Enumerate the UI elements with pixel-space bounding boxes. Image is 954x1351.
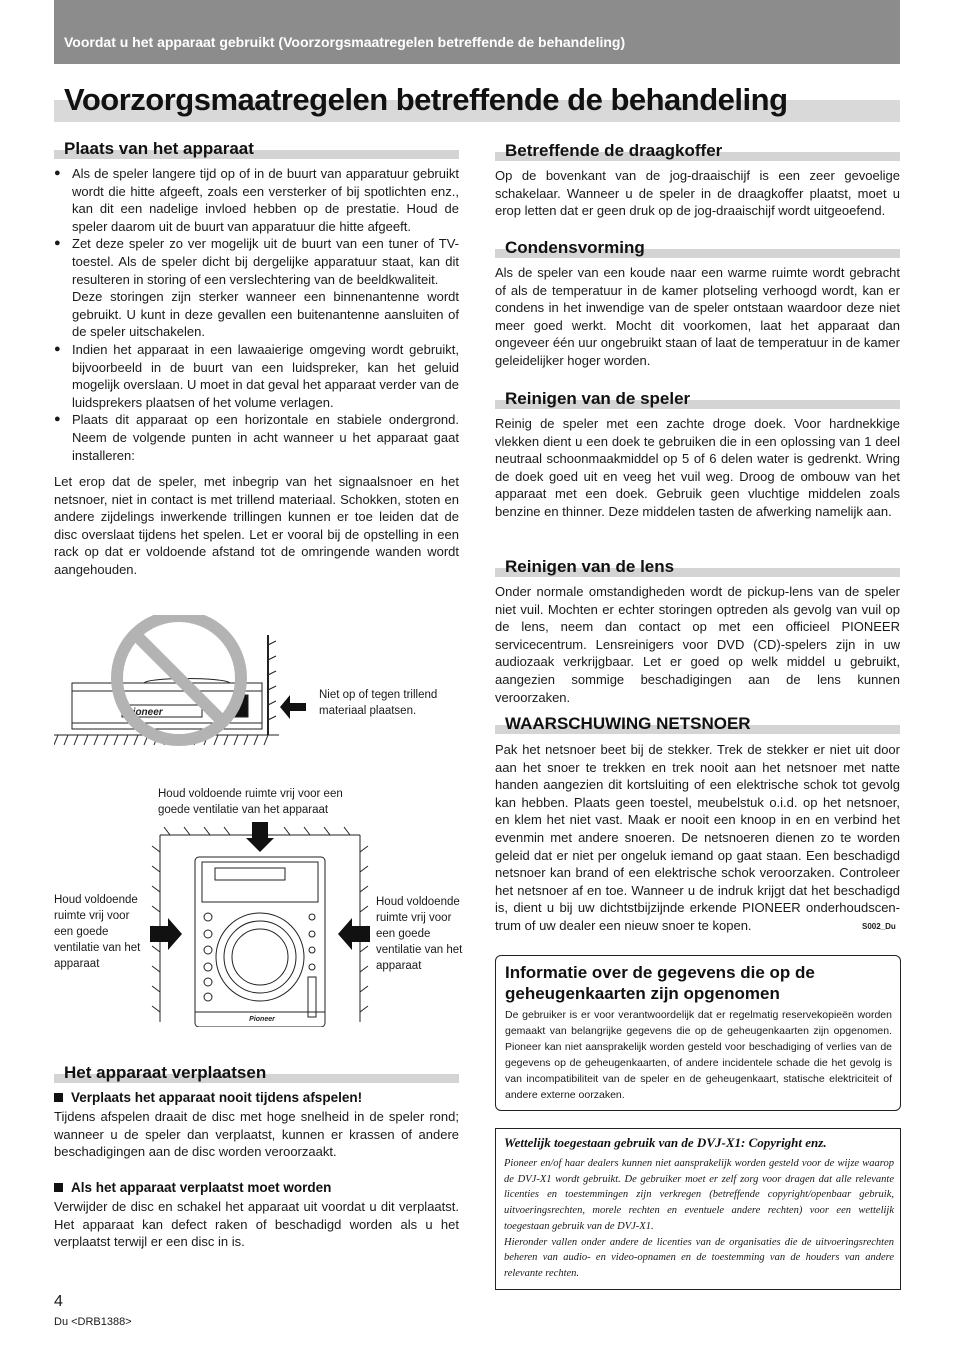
copyright-heading: Wettelijk toegestaan gebruik van de DVJ-X1: Copyright enz. <box>504 1135 827 1150</box>
copyright-box <box>495 1128 901 1290</box>
arrow-down-icon <box>246 822 274 852</box>
arrow-right-icon <box>150 918 182 950</box>
vibration-figure <box>54 615 324 755</box>
copyright-text: Pioneer en/of haar dealers kunnen niet aansprakelijk worden gesteld voor de wijze waarop de DVJ-X1 wordt gebruikt. De gebruiker moet er zelf zorg voor dragen dat alle relevante licenties en toestemmingen zijn verkregen (betreffende copyright/openbaar gebruik, uitvoeringsrechten, morele rechten en eventuele andere rechten) voor een wettelijk toegestaan gebruik van de DVJ-X1. Hieronder vallen onder andere de licenties van de organisaties die de uitvoeringsrechten beheren van audio- en video-opnamen en de toestemming van de houders van andere relevante rechten. <box>504 1158 894 1279</box>
figure2-right-caption: Houd voldoende ruimte vrij voor een goede ventilatie van het apparaat <box>376 896 463 972</box>
section-heading-warning: WAARSCHUWING NETSNOER <box>495 714 900 738</box>
header-text: Voordat u het apparaat gebruikt (Voorzorgsmaatregelen betreffende de behandeling) <box>64 34 626 50</box>
section-heading-cleaning: Reinigen van de speler <box>495 389 900 413</box>
bullet-surface: ● Plaats dit apparaat op een horizontale en stabiele ondergrond. Neem de volgende punten in acht wanneer u het apparaat gaat installeren: <box>54 411 459 464</box>
doc-code: Du <DRB1388> <box>54 1316 132 1328</box>
memory-card-box <box>495 955 901 1111</box>
section-heading-case: Betreffende de draagkoffer <box>495 141 900 165</box>
arrow-left-icon-2 <box>338 918 370 950</box>
bullet-antenna-note: Deze storingen zijn sterker wanneer een binnenantenne wordt gebruikt. U kunt in deze gevallen een buitenantenne aansluiten of de speler uitschakelen. <box>72 289 459 340</box>
section-heading-lens: Reinigen van de lens <box>495 557 900 581</box>
pioneer-logo: Pioneer <box>126 707 163 718</box>
section-heading-placement: Plaats van het apparaat <box>54 139 459 163</box>
bullet-heat: ● Als de speler langere tijd op of in de buurt van apparatuur gebruikt wordt die hitte afgeeft, zoals een versterker of bij spotlichten enz., kan dit een nadelige invloed hebben op de prestatie. Houd de speler daarom uit de buurt van apparatuur die hitte afgeeft. <box>54 165 459 235</box>
section-heading-condensation: Condensvorming <box>495 238 900 262</box>
cleaning-text: Reinig de speler met een zachte droge doek. Voor hardnekkige vlekken dient u een doek te gebruiken die in een oplossing van 1 deel neutraal schoonmaakmiddel op 5 of 6 delen water is gedrenkt. Wring de doek goed uit en veeg het vuil weg. Droog de ombouw van het apparaat met een doek. Gebruik geen vluchtige middelen zoals benzine en thinner. Deze middelen tasten de afwerking namelijk aan. <box>495 416 900 519</box>
moving-subheading-2: Als het apparaat verplaatst moet worden <box>54 1180 331 1195</box>
vibration-paragraph: Let erop dat de speler, met inbegrip van het signaalsnoer en het netsnoer, niet in contact is met trillend materiaal. Schokken, stoten en andere zijdelings inwerkende trillingen kunnen er toe leiden dat de disc overslaat tijdens het spelen. Let er vooral bij de opstelling in een rack op dat er voldoende afstand tot de omringende wanden wordt aangehouden. <box>54 474 459 578</box>
lens-text: Onder normale omstandigheden wordt de pickup-lens van de speler niet vuil. Mochten er echter storingen optreden als gevolg van vuil op de lens, neem dan contact op met een officieel PIONEER servicecentrum. Lensreinigers voor DVD (CD)-spelers zijn in uw audiozaak verkrijgbaar. Let er goed op welk middel u gebruikt, aangezien sommige beschadigingen aan de lens kunnen veroorzaken. <box>495 584 900 705</box>
page-title: Voorzorgsmaatregelen betreffende de behandeling <box>64 82 788 117</box>
figure2-top-caption: Houd voldoende ruimte vrij voor een goede ventilatie van het apparaat <box>158 788 343 816</box>
warning-code: S002_Du <box>862 922 896 931</box>
figure1-caption: Niet op of tegen trillend materiaal plaatsen. <box>319 689 438 717</box>
ventilation-figure <box>150 822 370 1027</box>
moving-subheading-1: Verplaats het apparaat nooit tijdens afspelen! <box>54 1090 362 1105</box>
placement-text <box>54 165 459 579</box>
memory-card-heading: Informatie over de gegevens die op de geheugenkaarten zijn opgenomen <box>505 963 815 1003</box>
bullet-noise: ● Indien het apparaat in een lawaaierige omgeving wordt gebruikt, bijvoorbeeld in de buurt van een luidspreker, kan het geluid mogelijk overslaan. U moet in dat geval het apparaat verder van de luidsprekers plaatsen of het volume verlagen. <box>54 341 459 411</box>
memory-card-text: De gebruiker is er voor verantwoordelijk dat er regelmatig reservekopieën worden gemaakt van belangrijke gegevens die op de geheugenkaarten zijn opgenomen. Pioneer kan niet aansprakelijk worden gesteld voor beschadiging of verlies van de gegevens op de geheugenkaarten, of andere incidentele schade die het gevolg is van incompatibiliteit van de speler en de geheugenkaart, statische elektriciteit of andere externe oorzaken. <box>505 1009 892 1101</box>
moving-text-1: Tijdens afspelen draait de disc met hoge snelheid in de speler rond; wanneer u de speler dan verplaatst, kunnen er krassen of andere beschadigingen aan de disc worden veroorzaakt. <box>54 1109 459 1160</box>
page-number: 4 <box>54 1293 63 1310</box>
bullet-tuner: ● Zet deze speler zo ver mogelijk uit de buurt van een tuner of TV-toestel. Als de speler dicht bij dergelijke apparatuur staat, kan dit resulteren in storing of een verslechtering van de beeldkwaliteit. Deze storingen zijn sterker wanneer een binnenantenne wordt gebruikt. U kunt in deze gevallen een buitenantenne aansluiten of de speler uitschakelen. <box>54 235 459 341</box>
warning-text: Pak het netsnoer beet bij de stekker. Trek de stekker er niet uit door aan het snoer te trekken en trek nooit aan het netsnoer met natte handen aangezien dit kortsluiting of een elektrische schok tot gevolg kan hebben. Plaats geen toestel, meubelstuk o.i.d. op het netsnoer, en klem het niet vast. Maak er nooit een knoop in en en verbind het evenmin met andere snoeren. De netsnoeren dienen zo te worden geleid dat er niet per ongeluk iemand op gaat staan. Een beschadigd netsnoer kan brand of een elektrische schok veroorzaken. Controleer het netsnoer af en toe. Wanneer u de indruk krijgt dat het beschadigd is, dient u bij uw dichtstbijzijnde erkende PIONEER onderhoudscen-trum of uw dealer een nieuw snoer te kopen. <box>495 742 900 933</box>
pioneer-logo-small: Pioneer <box>249 1016 275 1023</box>
case-text: Op de bovenkant van de jog-draaischijf is een zeer gevoelige schakelaar. Wanneer u de speler in de draagkoffer plaatst, moet u erop letten dat er geen druk op de jog-draaischijf wordt uitgeoefend. <box>495 168 900 219</box>
moving-text-2: Verwijder de disc en schakel het apparaat uit voordat u dit verplaatst. Het apparaat kan defect raken of beschadigd worden als u het verplaatst terwijl er een disc in is. <box>54 1199 459 1250</box>
header-bar <box>54 0 900 64</box>
condensation-text: Als de speler van een koude naar een warme ruimte wordt gebracht of als de temperatuur in de kamer plotseling verhoogd wordt, kan er condens in het inwendige van de speler ontstaan waardoor deze niet meer goed werkt. Mocht dit voorkomen, laat het apparaat dan ongeveer één uur ongebruikt staan of laat de temperatuur in de kamer geleidelijker hoger worden. <box>495 265 900 368</box>
figure2-left-caption: Houd voldoende ruimte vrij voor een goede ventilatie van het apparaat <box>54 894 141 970</box>
section-heading-moving: Het apparaat verplaatsen <box>54 1063 459 1087</box>
arrow-left-icon <box>280 695 306 719</box>
